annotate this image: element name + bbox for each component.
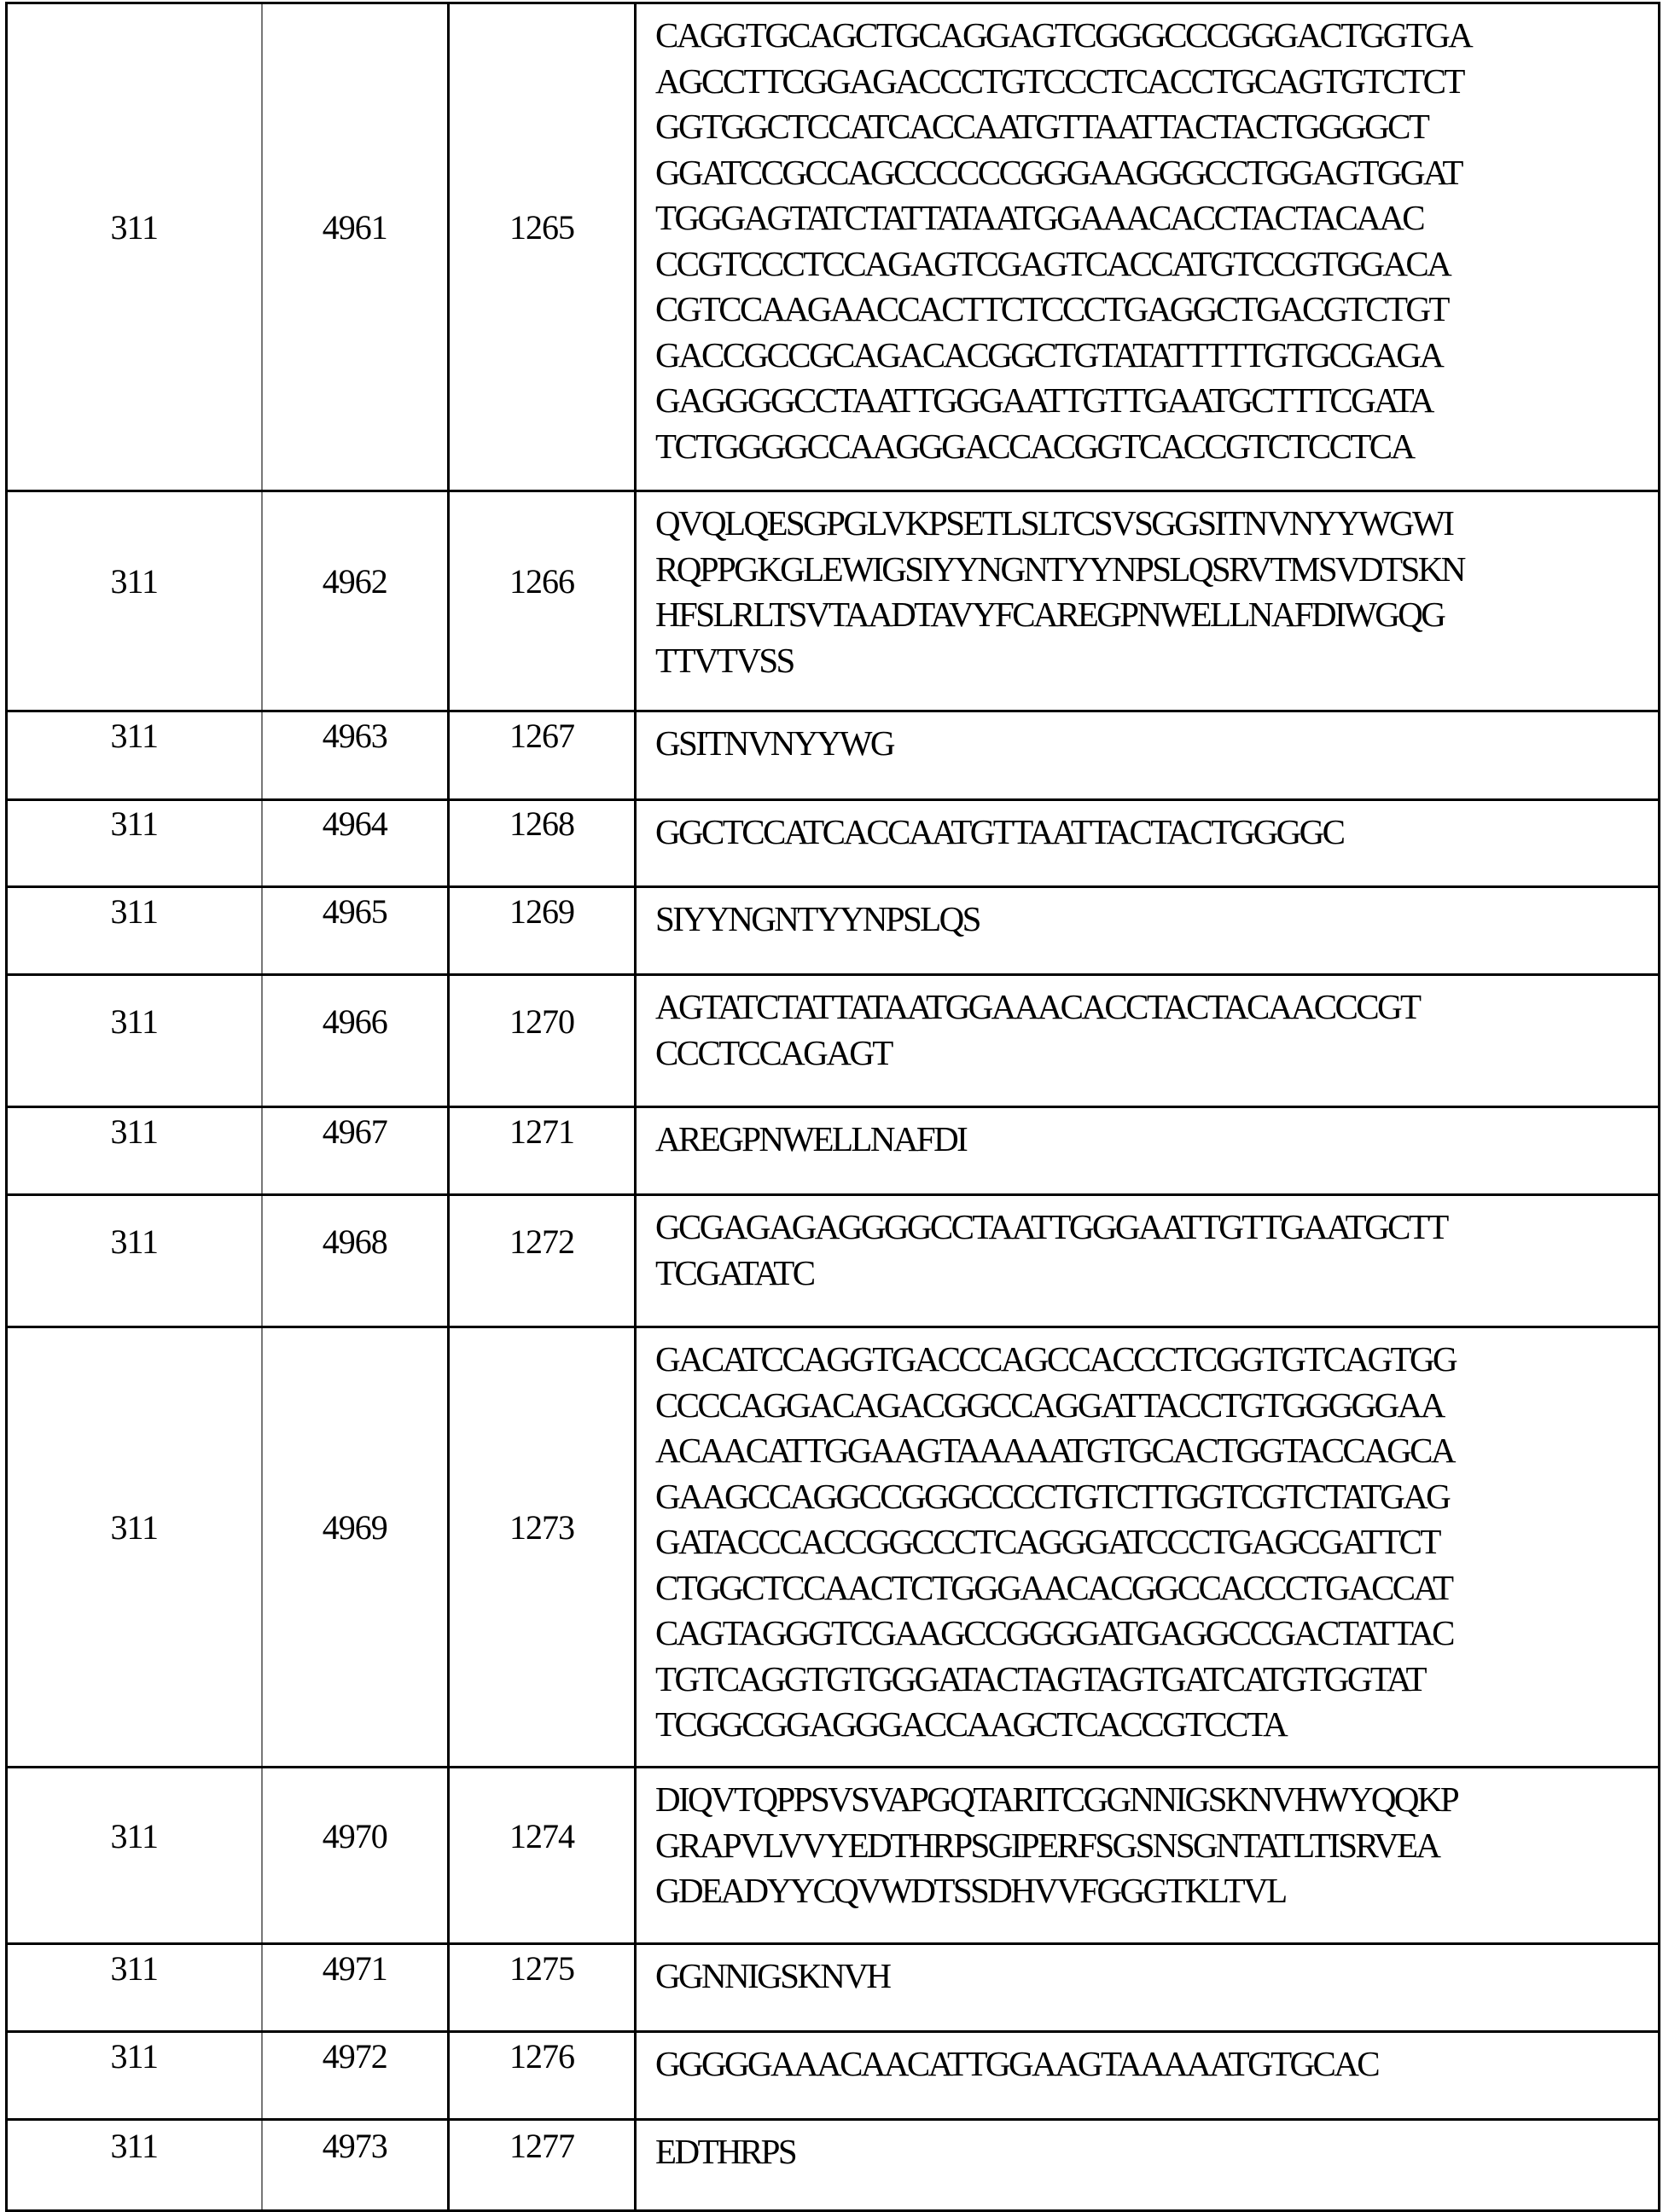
sequence-number-cell: 4971 [262,1944,449,2032]
sequence-line: CCGTCCCTCCAGAGTCGAGTCACCATGTCCGTGGACA [655,241,1658,287]
sequence-line: GGATCCGCCAGCCCCCCGGGAAGGGCCTGGAGTGGAT [655,150,1658,196]
group-id-cell: 311 [7,2120,262,2211]
sequence-line: CCCTCCAGAGT [655,1031,1658,1077]
table-row [7,1107,1660,1195]
sequence-number-cell: 4968 [262,1195,449,1327]
table-row [7,1327,1660,1768]
sequence-number-cell: 4962 [262,491,449,711]
group-id-cell: 311 [7,1107,262,1195]
group-id-cell: 311 [7,3,262,491]
sequence-line: GACATCCAGGTGACCCAGCCACCCTCGGTGTCAGTGG [655,1337,1658,1383]
sequence-cell [636,2120,1660,2211]
sequence-cell [636,887,1660,975]
reference-number-cell: 1277 [449,2120,636,2211]
sequence-line: SIYYNGNTYYNPSLQS [655,897,1658,943]
sequence-number-cell: 4963 [262,711,449,800]
sequence-line: CTGGCTCCAACTCTGGGAACACGGCCACCCTGACCAT [655,1565,1658,1611]
sequence-cell [636,3,1660,491]
sequence-line: CCCCAGGACAGACGGCCAGGATTACCTGTGGGGGAA [655,1383,1658,1429]
group-id-cell: 311 [7,1768,262,1944]
sequence-cell [636,800,1660,887]
sequence-cell [636,1107,1660,1195]
table-row [7,491,1660,711]
sequence-line: TCGATATC [655,1251,1658,1297]
group-id-cell: 311 [7,887,262,975]
sequence-line: GCGAGAGAGGGGCCTAATTGGGAATTGTTGAATGCTT [655,1205,1658,1251]
sequence-number-cell: 4964 [262,800,449,887]
table-row [7,2120,1660,2211]
sequence-number-cell: 4961 [262,3,449,491]
sequence-cell [636,491,1660,711]
group-id-cell: 311 [7,975,262,1107]
sequence-cell [636,1327,1660,1768]
sequence-line: GAGGGGCCTAATTGGGAATTGTTGAATGCTTTCGATA [655,378,1658,424]
reference-number-cell: 1270 [449,975,636,1107]
sequence-number-cell: 4966 [262,975,449,1107]
reference-number-cell: 1275 [449,1944,636,2032]
table-row [7,3,1660,491]
table-row [7,2032,1660,2120]
sequence-number-cell: 4973 [262,2120,449,2211]
sequence-line: TGGGAGTATCTATTATAATGGAAACACCTACTACAAC [655,195,1658,241]
group-id-cell: 311 [7,2032,262,2120]
group-id-cell: 311 [7,491,262,711]
sequence-line: GRAPVLVVYEDTHRPSGIPERFSGSNSGNTATLTISRVEA [655,1823,1658,1869]
sequence-line: HFSLRLTSVTAADTAVYFCAREGPNWELLNAFDIWGQG [655,592,1658,638]
group-id-cell: 311 [7,711,262,800]
sequence-line: AGTATCTATTATAATGGAAACACCTACTACAACCCGT [655,984,1658,1031]
group-id-cell: 311 [7,1327,262,1768]
sequence-cell [636,2032,1660,2120]
sequence-line: GGTGGCTCCATCACCAATGTTAATTACTACTGGGGCT [655,104,1658,150]
sequence-line: RQPPGKGLEWIGSIYYNGNTYYNPSLQSRVTMSVDTSKN [655,547,1658,593]
sequence-cell [636,975,1660,1107]
sequence-line: GSITNVNYYWG [655,721,1658,767]
group-id-cell: 311 [7,1195,262,1327]
sequence-line: GDEADYYCQVWDTSSDHVVFGGGTKLTVL [655,1868,1658,1914]
reference-number-cell: 1276 [449,2032,636,2120]
sequence-line: AREGPNWELLNAFDI [655,1117,1658,1163]
table-row [7,975,1660,1107]
sequence-line: GACCGCCGCAGACACGGCTGTATATTTTTGTGCGAGA [655,333,1658,379]
reference-number-cell: 1273 [449,1327,636,1768]
table-row [7,1195,1660,1327]
reference-number-cell: 1274 [449,1768,636,1944]
sequence-number-cell: 4965 [262,887,449,975]
sequence-line: EDTHRPS [655,2129,1658,2175]
sequence-table [5,2,1660,2212]
sequence-cell [636,1944,1660,2032]
table-row [7,1768,1660,1944]
reference-number-cell: 1271 [449,1107,636,1195]
sequence-line: TTVTVSS [655,638,1658,684]
sequence-number-cell: 4970 [262,1768,449,1944]
reference-number-cell: 1272 [449,1195,636,1327]
sequence-line: TGTCAGGTGTGGGATACTAGTAGTGATCATGTGGTAT [655,1657,1658,1703]
group-id-cell: 311 [7,800,262,887]
sequence-number-cell: 4969 [262,1327,449,1768]
sequence-line: CGTCCAAGAACCACTTCTCCCTGAGGCTGACGTCTGT [655,287,1658,333]
reference-number-cell: 1266 [449,491,636,711]
sequence-number-cell: 4972 [262,2032,449,2120]
sequence-line: GGGGGAAACAACATTGGAAGTAAAAATGTGCAC [655,2041,1658,2087]
table-row [7,800,1660,887]
table-row [7,711,1660,800]
reference-number-cell: 1267 [449,711,636,800]
sequence-line: GAAGCCAGGCCGGGCCCCTGTCTTGGTCGTCTATGAG [655,1474,1658,1520]
reference-number-cell: 1265 [449,3,636,491]
sequence-line: CAGGTGCAGCTGCAGGAGTCGGGCCCGGGACTGGTGA [655,13,1658,59]
table-row [7,1944,1660,2032]
table-row [7,887,1660,975]
group-id-cell: 311 [7,1944,262,2032]
sequence-line: GATACCCACCGGCCCTCAGGGATCCCTGAGCGATTCT [655,1519,1658,1565]
sequence-cell [636,1768,1660,1944]
sequence-cell [636,1195,1660,1327]
sequence-line: AGCCTTCGGAGACCCTGTCCCTCACCTGCAGTGTCTCT [655,59,1658,105]
reference-number-cell: 1269 [449,887,636,975]
sequence-line: QVQLQESGPGLVKPSETLSLTCSVSGGSITNVNYYWGWI [655,501,1658,547]
sequence-line: DIQVTQPPSVSVAPGQTARITCGGNNIGSKNVHWYQQKP [655,1777,1658,1823]
sequence-line: CAGTAGGGTCGAAGCCGGGGATGAGGCCGACTATTAC [655,1611,1658,1657]
sequence-line: GGNNIGSKNVH [655,1954,1658,2000]
sequence-table-body [7,3,1660,2211]
sequence-line: TCTGGGGCCAAGGGACCACGGTCACCGTCTCCTCA [655,424,1658,470]
sequence-line: GGCTCCATCACCAATGTTAATTACTACTGGGGC [655,810,1658,856]
sequence-line: TCGGCGGAGGGACCAAGCTCACCGTCCTA [655,1702,1658,1748]
sequence-line: ACAACATTGGAAGTAAAAATGTGCACTGGTACCAGCA [655,1428,1658,1474]
reference-number-cell: 1268 [449,800,636,887]
sequence-number-cell: 4967 [262,1107,449,1195]
sequence-cell [636,711,1660,800]
